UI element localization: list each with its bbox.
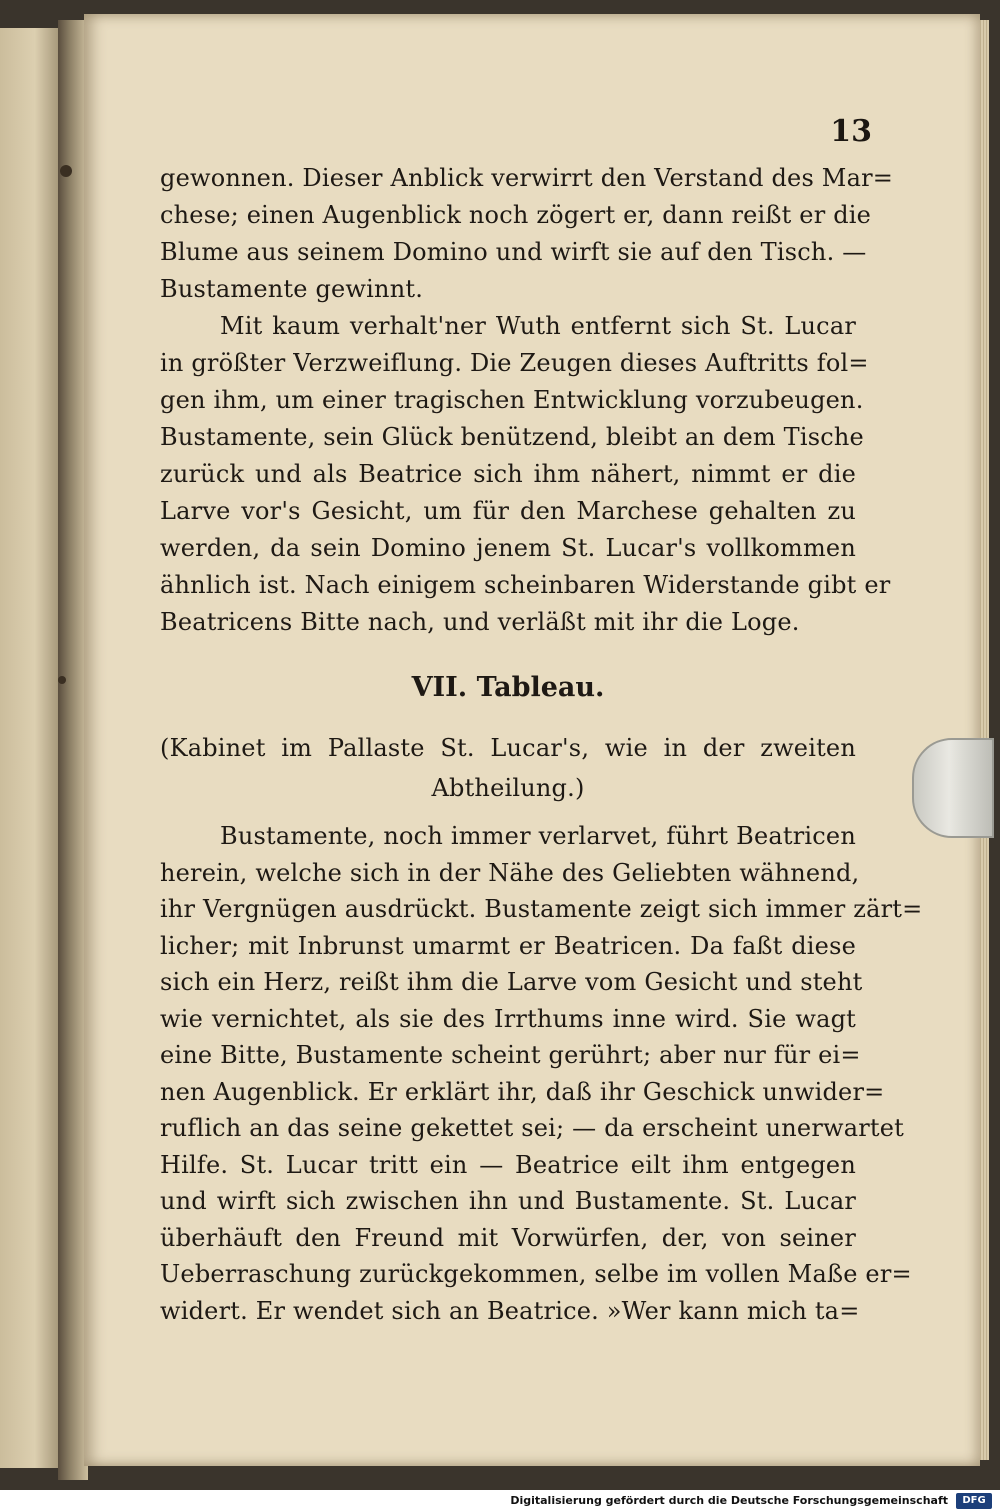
text-line: Bustamente gewinnt. (160, 275, 424, 303)
ink-spot (58, 676, 66, 684)
text-line: zurück und als Beatrice sich ihm nähert, nimmt er die (160, 460, 856, 488)
text-line: in größter Verzweiflung. Die Zeugen dieses Auftritts fol= (160, 349, 869, 377)
text-line: werden, da sein Domino jenem St. Lucar's vollkommen (160, 534, 856, 562)
text-line: nen Augenblick. Er erklärt ihr, daß ihr Geschick unwider= (160, 1077, 885, 1106)
paragraph-1 (160, 160, 894, 641)
text-line: Hilfe. St. Lucar tritt ein — Beatrice eilt ihm entgegen (160, 1150, 856, 1179)
funding-credit: Digitalisierung gefördert durch die Deutsche Forschungsgemeinschaft (510, 1494, 948, 1507)
page-number: 13 (830, 114, 872, 149)
text-line: überhäuft den Freund mit Vorwürfen, der, von seiner (160, 1223, 856, 1252)
left-facing-page (0, 28, 58, 1468)
text-line: gewonnen. Dieser Anblick verwirrt den Verstand des Mar= (160, 164, 894, 192)
ink-spot (60, 165, 72, 177)
text-line: widert. Er wendet sich an Beatrice. »Wer kann mich ta= (160, 1296, 860, 1325)
text-line: (Kabinet im Pallaste St. Lucar's, wie in der zweiten (160, 734, 856, 762)
text-line: Beatricens Bitte nach, und verläßt mit ihr die Loge. (160, 608, 800, 636)
text-line: chese; einen Augenblick noch zögert er, dann reißt er die (160, 201, 872, 229)
paragraph-3 (160, 818, 923, 1329)
section-heading: VII. Tableau. (411, 672, 605, 703)
text-line: wie vernichtet, als sie des Irrthums inne wird. Sie wagt (160, 1004, 856, 1033)
digitization-footer (0, 1490, 1000, 1512)
dfg-logo: DFG (956, 1493, 992, 1509)
text-line: Bustamente, noch immer verlarvet, führt Beatricen (220, 822, 856, 850)
text-line: Blume aus seinem Domino und wirft sie auf den Tisch. — (160, 238, 867, 266)
text-line: ähnlich ist. Nach einigem scheinbaren Widerstande gibt er (160, 571, 891, 599)
text-line: herein, welche sich in der Nähe des Geliebten wähnend, (160, 858, 860, 887)
text-line: gen ihm, um einer tragischen Entwicklung vorzubeugen. (160, 386, 864, 414)
text-line: eine Bitte, Bustamente scheint gerührt; aber nur für ei= (160, 1041, 861, 1069)
text-line: Bustamente, sein Glück benützend, bleibt an dem Tische (160, 423, 864, 451)
text-line: Larve vor's Gesicht, um für den Marchese gehalten zu (160, 497, 856, 525)
text-line: Abtheilung.) (431, 774, 585, 802)
text-line: ruflich an das seine gekettet sei; — da erscheint unerwartet (160, 1114, 905, 1142)
text-line: sich ein Herz, reißt ihm die Larve vom Gesicht und steht (160, 968, 863, 996)
page-clip (912, 738, 994, 838)
text-line: Mit kaum verhalt'ner Wuth entfernt sich St. Lucar (220, 312, 856, 340)
text-line: und wirft sich zwischen ihn und Bustamente. St. Lucar (160, 1187, 856, 1215)
text-line: Ueberraschung zurückgekommen, selbe im vollen Maße er= (160, 1260, 912, 1288)
text-line: licher; mit Inbrunst umarmt er Beatricen. Da faßt diese (160, 931, 856, 960)
text-line: ihr Vergnügen ausdrückt. Bustamente zeigt sich immer zärt= (160, 895, 923, 923)
stage-direction (160, 728, 856, 808)
